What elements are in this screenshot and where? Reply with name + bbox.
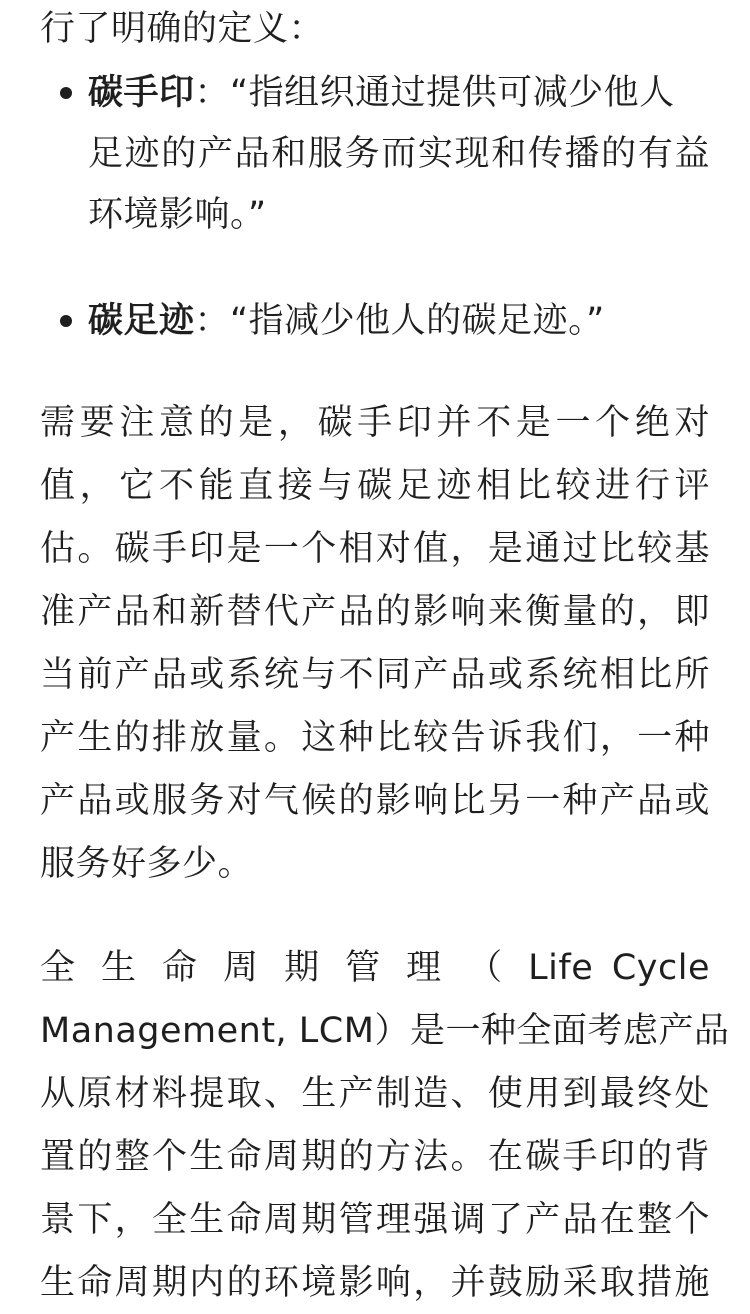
paragraph-2-line-3: 估。碳手印是一个相对值，是通过比较基 [40,529,710,569]
paragraph-2-line-2: 值，它不能直接与碳足迹相比较进行评 [40,466,710,506]
paragraph-2-line-6: 产生的排放量。这种比较告诉我们，一种 [40,718,710,758]
paragraph-2-line-5: 当前产品或系统与不同产品或系统相比所 [40,655,710,695]
bullet-dot-1 [60,87,72,99]
definition-1-text: ：“指组织通过提供可减少他人 [194,73,675,113]
definition-1-line-2: 足迹的产品和服务而实现和传播的有益 [88,134,710,174]
definition-1-term: 碳手印 [88,73,195,113]
definition-2-text: ：“指减少他人的碳足迹。” [194,301,605,341]
definition-1-line-3: 环境影响。” [88,195,267,235]
paragraph-3-line-1: 全 生 命 周 期 管 理 （ Life Cycle [40,948,710,988]
paragraph-2-line-1: 需要注意的是，碳手印并不是一个绝对 [40,403,710,443]
intro-line: 行了明确的定义： [40,9,325,49]
paragraph-3-line-5: 景下，全生命周期管理强调了产品在整个 [40,1200,710,1240]
paragraph-3-line-6: 生命周期内的环境影响，并鼓励采取措施 [40,1263,710,1303]
definition-2-term: 碳足迹 [88,301,195,341]
paragraph-3-line-2: Management, LCM）是一种全面考虑产品 [40,1011,730,1051]
bullet-dot-2 [60,315,72,327]
paragraph-2-line-4: 准产品和新替代产品的影响来衡量的，即 [40,592,710,632]
paragraph-2-line-7: 产品或服务对气候的影响比另一种产品或 [40,781,710,821]
paragraph-3-line-3: 从原材料提取、生产制造、使用到最终处 [40,1074,710,1114]
paragraph-2-line-8: 服务好多少。 [40,844,254,884]
definition-1-line-1 [88,62,710,124]
definition-2-line-1 [88,290,710,352]
paragraph-3-line-4: 置的整个生命周期的方法。在碳手印的背 [40,1137,710,1177]
